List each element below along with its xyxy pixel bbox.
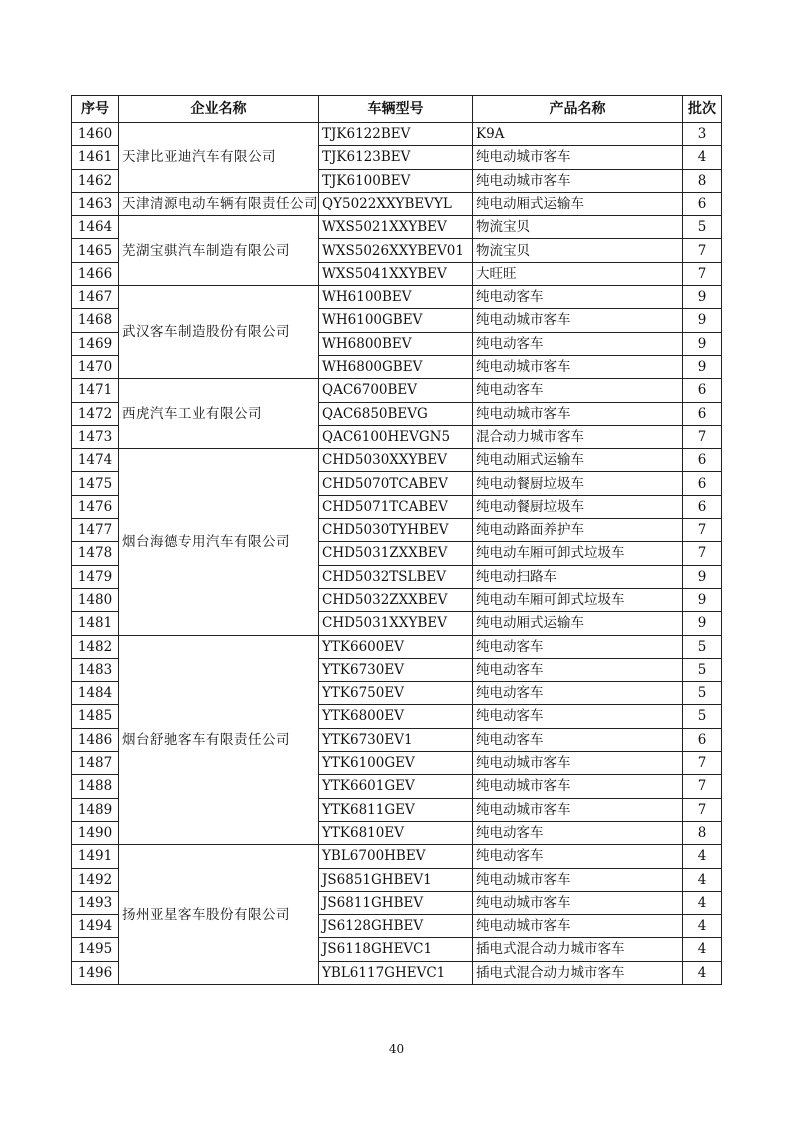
product-cell: 纯电动客车 bbox=[473, 845, 683, 868]
model-cell: YTK6750EV bbox=[319, 682, 473, 705]
model-cell: CHD5071TCABEV bbox=[319, 495, 473, 518]
company-cell: 西虎汽车工业有限公司 bbox=[119, 379, 319, 449]
seq-cell: 1460 bbox=[72, 123, 119, 146]
product-cell: 纯电动客车 bbox=[473, 658, 683, 681]
table-row bbox=[72, 192, 722, 215]
seq-cell: 1480 bbox=[72, 588, 119, 611]
table-row bbox=[72, 123, 722, 146]
table-body bbox=[72, 123, 722, 985]
product-cell: 纯电动城市客车 bbox=[473, 355, 683, 378]
seq-cell: 1485 bbox=[72, 705, 119, 728]
model-cell: CHD5031XXYBEV bbox=[319, 612, 473, 635]
seq-cell: 1495 bbox=[72, 938, 119, 961]
product-cell: 纯电动路面养护车 bbox=[473, 519, 683, 542]
seq-cell: 1492 bbox=[72, 868, 119, 891]
product-cell: 纯电动客车 bbox=[473, 821, 683, 844]
seq-cell: 1474 bbox=[72, 449, 119, 472]
model-cell: CHD5031ZXXBEV bbox=[319, 542, 473, 565]
seq-cell: 1476 bbox=[72, 495, 119, 518]
product-cell: 大旺旺 bbox=[473, 262, 683, 285]
seq-cell: 1494 bbox=[72, 915, 119, 938]
product-cell: 纯电动客车 bbox=[473, 379, 683, 402]
product-cell: 纯电动车厢可卸式垃圾车 bbox=[473, 542, 683, 565]
company-cell: 天津比亚迪汽车有限公司 bbox=[119, 123, 319, 193]
model-cell: YTK6800EV bbox=[319, 705, 473, 728]
batch-cell: 6 bbox=[683, 379, 722, 402]
company-cell: 扬州亚星客车股份有限公司 bbox=[119, 845, 319, 985]
seq-cell: 1487 bbox=[72, 752, 119, 775]
batch-cell: 7 bbox=[683, 542, 722, 565]
batch-cell: 5 bbox=[683, 705, 722, 728]
table-row bbox=[72, 845, 722, 868]
header-model: 车辆型号 bbox=[319, 96, 473, 123]
batch-cell: 7 bbox=[683, 519, 722, 542]
batch-cell: 5 bbox=[683, 658, 722, 681]
batch-cell: 4 bbox=[683, 915, 722, 938]
product-cell: 纯电动扫路车 bbox=[473, 565, 683, 588]
model-cell: WH6800GBEV bbox=[319, 355, 473, 378]
product-cell: 纯电动车厢可卸式垃圾车 bbox=[473, 588, 683, 611]
product-cell: 纯电动城市客车 bbox=[473, 775, 683, 798]
product-cell: 纯电动城市客车 bbox=[473, 402, 683, 425]
product-cell: 纯电动城市客车 bbox=[473, 891, 683, 914]
product-cell: 插电式混合动力城市客车 bbox=[473, 938, 683, 961]
product-cell: 纯电动客车 bbox=[473, 635, 683, 658]
seq-cell: 1482 bbox=[72, 635, 119, 658]
product-cell: 纯电动餐厨垃圾车 bbox=[473, 495, 683, 518]
product-cell: K9A bbox=[473, 123, 683, 146]
seq-cell: 1464 bbox=[72, 216, 119, 239]
batch-cell: 4 bbox=[683, 868, 722, 891]
product-cell: 纯电动客车 bbox=[473, 286, 683, 309]
seq-cell: 1478 bbox=[72, 542, 119, 565]
model-cell: WXS5021XXYBEV bbox=[319, 216, 473, 239]
header-seq: 序号 bbox=[72, 96, 119, 123]
product-cell: 纯电动城市客车 bbox=[473, 169, 683, 192]
product-cell: 纯电动厢式运输车 bbox=[473, 449, 683, 472]
seq-cell: 1468 bbox=[72, 309, 119, 332]
batch-cell: 9 bbox=[683, 286, 722, 309]
company-cell: 烟台海德专用汽车有限公司 bbox=[119, 449, 319, 635]
seq-cell: 1479 bbox=[72, 565, 119, 588]
product-cell: 纯电动客车 bbox=[473, 705, 683, 728]
model-cell: QY5022XXYBEVYL bbox=[319, 192, 473, 215]
model-cell: YTK6730EV1 bbox=[319, 728, 473, 751]
batch-cell: 9 bbox=[683, 332, 722, 355]
seq-cell: 1462 bbox=[72, 169, 119, 192]
product-cell: 物流宝贝 bbox=[473, 216, 683, 239]
seq-cell: 1491 bbox=[72, 845, 119, 868]
batch-cell: 8 bbox=[683, 169, 722, 192]
seq-cell: 1469 bbox=[72, 332, 119, 355]
batch-cell: 9 bbox=[683, 588, 722, 611]
model-cell: QAC6100HEVGN5 bbox=[319, 425, 473, 448]
seq-cell: 1465 bbox=[72, 239, 119, 262]
batch-cell: 5 bbox=[683, 216, 722, 239]
company-cell: 烟台舒驰客车有限责任公司 bbox=[119, 635, 319, 845]
seq-cell: 1493 bbox=[72, 891, 119, 914]
batch-cell: 5 bbox=[683, 635, 722, 658]
seq-cell: 1466 bbox=[72, 262, 119, 285]
seq-cell: 1471 bbox=[72, 379, 119, 402]
table-row bbox=[72, 216, 722, 239]
header-batch: 批次 bbox=[683, 96, 722, 123]
seq-cell: 1483 bbox=[72, 658, 119, 681]
model-cell: WXS5026XXYBEV01 bbox=[319, 239, 473, 262]
product-cell: 纯电动厢式运输车 bbox=[473, 612, 683, 635]
model-cell: JS6128GHBEV bbox=[319, 915, 473, 938]
product-cell: 纯电动城市客车 bbox=[473, 309, 683, 332]
header-company: 企业名称 bbox=[119, 96, 319, 123]
model-cell: WH6100GBEV bbox=[319, 309, 473, 332]
batch-cell: 7 bbox=[683, 752, 722, 775]
model-cell: YTK6810EV bbox=[319, 821, 473, 844]
model-cell: YTK6100GEV bbox=[319, 752, 473, 775]
product-cell: 纯电动城市客车 bbox=[473, 798, 683, 821]
model-cell: YTK6601GEV bbox=[319, 775, 473, 798]
company-cell: 芜湖宝骐汽车制造有限公司 bbox=[119, 216, 319, 286]
batch-cell: 4 bbox=[683, 961, 722, 984]
batch-cell: 8 bbox=[683, 821, 722, 844]
product-cell: 物流宝贝 bbox=[473, 239, 683, 262]
model-cell: YTK6730EV bbox=[319, 658, 473, 681]
batch-cell: 9 bbox=[683, 565, 722, 588]
seq-cell: 1481 bbox=[72, 612, 119, 635]
product-cell: 纯电动客车 bbox=[473, 682, 683, 705]
batch-cell: 7 bbox=[683, 775, 722, 798]
company-cell: 天津清源电动车辆有限责任公司 bbox=[119, 192, 319, 215]
model-cell: WH6800BEV bbox=[319, 332, 473, 355]
model-cell: QAC6850BEVG bbox=[319, 402, 473, 425]
model-cell: JS6811GHBEV bbox=[319, 891, 473, 914]
batch-cell: 6 bbox=[683, 728, 722, 751]
seq-cell: 1488 bbox=[72, 775, 119, 798]
seq-cell: 1486 bbox=[72, 728, 119, 751]
product-cell: 纯电动城市客车 bbox=[473, 752, 683, 775]
model-cell: YTK6811GEV bbox=[319, 798, 473, 821]
product-cell: 纯电动客车 bbox=[473, 332, 683, 355]
vehicle-catalog-table bbox=[71, 95, 722, 985]
batch-cell: 7 bbox=[683, 239, 722, 262]
seq-cell: 1461 bbox=[72, 146, 119, 169]
model-cell: TJK6122BEV bbox=[319, 123, 473, 146]
seq-cell: 1473 bbox=[72, 425, 119, 448]
seq-cell: 1477 bbox=[72, 519, 119, 542]
product-cell: 纯电动厢式运输车 bbox=[473, 192, 683, 215]
model-cell: YTK6600EV bbox=[319, 635, 473, 658]
table-row bbox=[72, 286, 722, 309]
batch-cell: 4 bbox=[683, 891, 722, 914]
model-cell: YBL6117GHEVC1 bbox=[319, 961, 473, 984]
model-cell: YBL6700HBEV bbox=[319, 845, 473, 868]
seq-cell: 1470 bbox=[72, 355, 119, 378]
model-cell: JS6851GHBEV1 bbox=[319, 868, 473, 891]
seq-cell: 1490 bbox=[72, 821, 119, 844]
seq-cell: 1463 bbox=[72, 192, 119, 215]
model-cell: WH6100BEV bbox=[319, 286, 473, 309]
table-row bbox=[72, 379, 722, 402]
product-cell: 纯电动餐厨垃圾车 bbox=[473, 472, 683, 495]
batch-cell: 9 bbox=[683, 355, 722, 378]
product-cell: 混合动力城市客车 bbox=[473, 425, 683, 448]
product-cell: 纯电动客车 bbox=[473, 728, 683, 751]
page-number: 40 bbox=[388, 1042, 405, 1056]
product-cell: 纯电动城市客车 bbox=[473, 868, 683, 891]
batch-cell: 6 bbox=[683, 449, 722, 472]
batch-cell: 5 bbox=[683, 682, 722, 705]
seq-cell: 1489 bbox=[72, 798, 119, 821]
model-cell: JS6118GHEVC1 bbox=[319, 938, 473, 961]
seq-cell: 1472 bbox=[72, 402, 119, 425]
seq-cell: 1467 bbox=[72, 286, 119, 309]
table-row bbox=[72, 635, 722, 658]
header-product: 产品名称 bbox=[473, 96, 683, 123]
model-cell: CHD5032ZXXBEV bbox=[319, 588, 473, 611]
product-cell: 纯电动城市客车 bbox=[473, 915, 683, 938]
seq-cell: 1475 bbox=[72, 472, 119, 495]
batch-cell: 4 bbox=[683, 938, 722, 961]
batch-cell: 6 bbox=[683, 192, 722, 215]
batch-cell: 7 bbox=[683, 798, 722, 821]
batch-cell: 7 bbox=[683, 425, 722, 448]
batch-cell: 6 bbox=[683, 472, 722, 495]
table-header-row bbox=[72, 96, 722, 123]
product-cell: 纯电动城市客车 bbox=[473, 146, 683, 169]
seq-cell: 1496 bbox=[72, 961, 119, 984]
batch-cell: 9 bbox=[683, 309, 722, 332]
model-cell: CHD5070TCABEV bbox=[319, 472, 473, 495]
model-cell: CHD5032TSLBEV bbox=[319, 565, 473, 588]
model-cell: TJK6100BEV bbox=[319, 169, 473, 192]
batch-cell: 6 bbox=[683, 495, 722, 518]
batch-cell: 9 bbox=[683, 612, 722, 635]
batch-cell: 4 bbox=[683, 845, 722, 868]
model-cell: CHD5030TYHBEV bbox=[319, 519, 473, 542]
batch-cell: 6 bbox=[683, 402, 722, 425]
model-cell: WXS5041XXYBEV bbox=[319, 262, 473, 285]
batch-cell: 3 bbox=[683, 123, 722, 146]
batch-cell: 7 bbox=[683, 262, 722, 285]
seq-cell: 1484 bbox=[72, 682, 119, 705]
model-cell: QAC6700BEV bbox=[319, 379, 473, 402]
model-cell: CHD5030XXYBEV bbox=[319, 449, 473, 472]
company-cell: 武汉客车制造股份有限公司 bbox=[119, 286, 319, 379]
product-cell: 插电式混合动力城市客车 bbox=[473, 961, 683, 984]
model-cell: TJK6123BEV bbox=[319, 146, 473, 169]
batch-cell: 4 bbox=[683, 146, 722, 169]
table-row bbox=[72, 449, 722, 472]
